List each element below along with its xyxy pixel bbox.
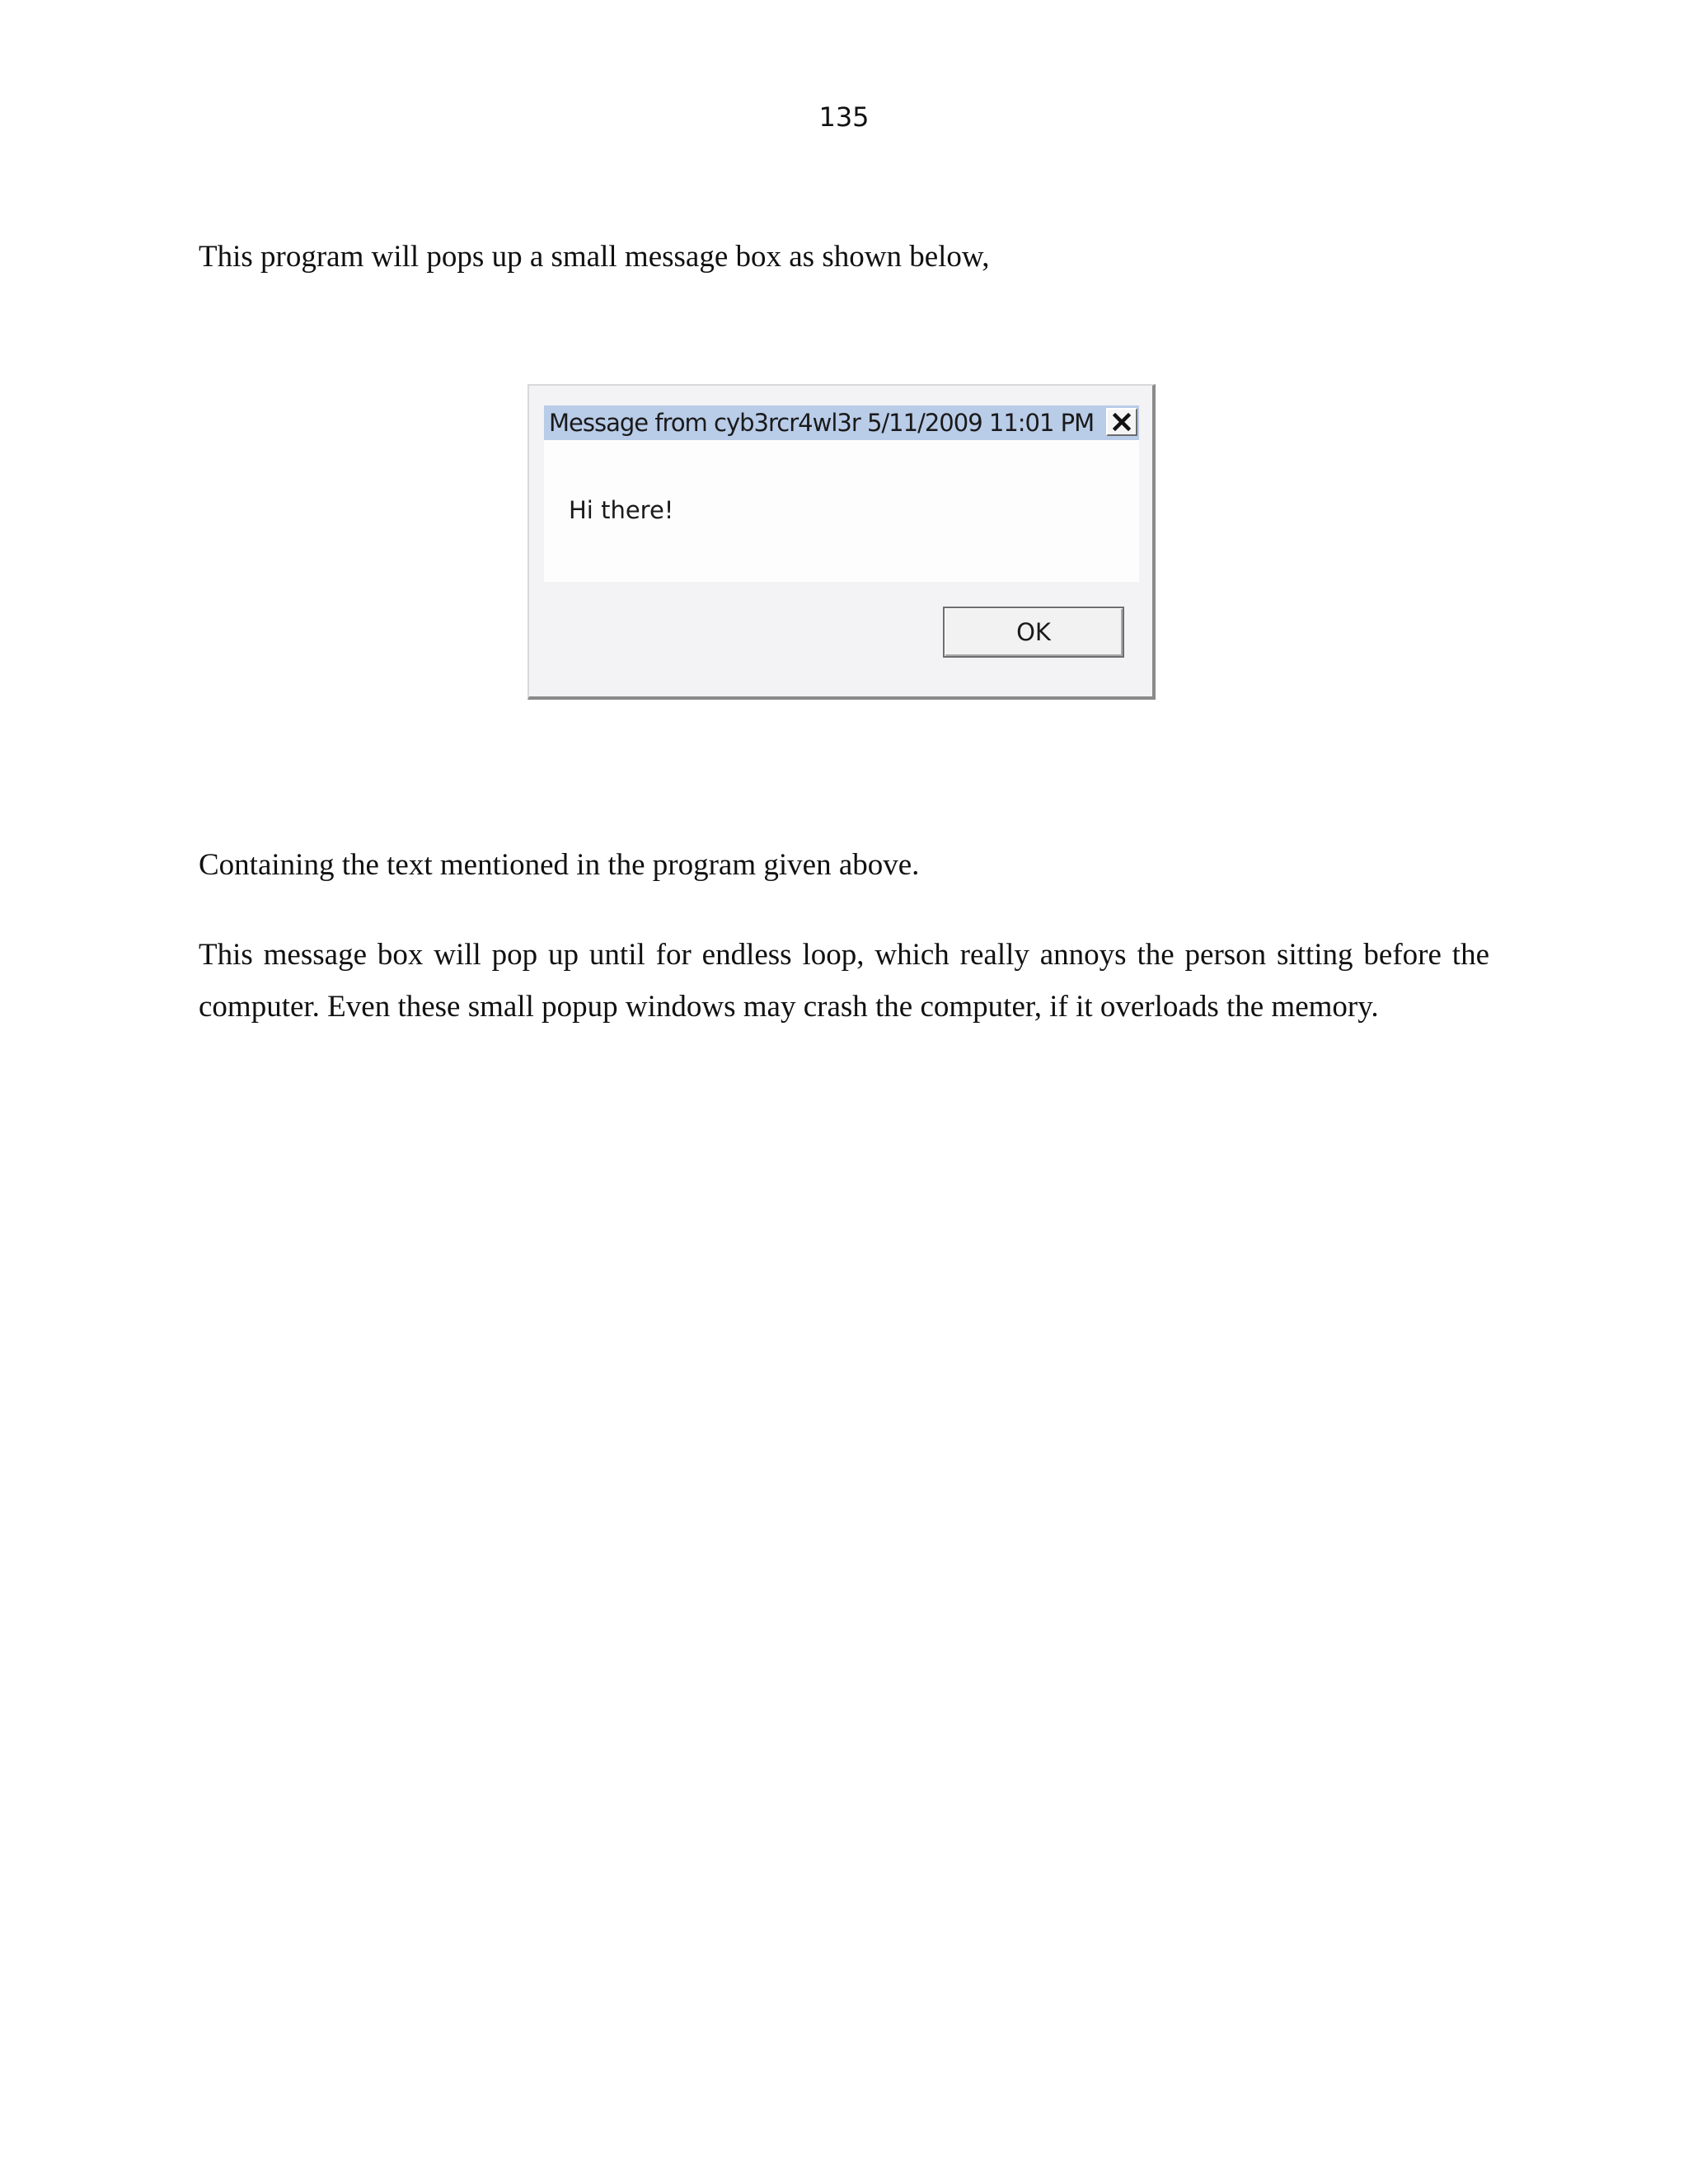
- close-button[interactable]: [1106, 408, 1137, 436]
- loop-paragraph: This message box will pop up until for endless loop, which really annoys the person sitting before the computer. Even these small popup windows may crash the computer, if it overloads the memory.: [199, 938, 1489, 1024]
- ok-button[interactable]: OK: [943, 607, 1124, 658]
- intro-paragraph: This program will pops up a small message box as shown below,: [199, 240, 990, 274]
- containing-paragraph: Containing the text mentioned in the program given above.: [199, 848, 920, 882]
- dialog-titlebar[interactable]: [544, 405, 1139, 440]
- message-box-dialog: [528, 384, 1156, 700]
- close-icon: [1113, 413, 1131, 431]
- page-number: 135: [818, 101, 870, 133]
- dialog-message: Hi there!: [569, 496, 674, 524]
- dialog-content: [544, 440, 1139, 582]
- dialog-title: Message from cyb3rcr4wl3r 5/11/2009 11:01 PM: [549, 409, 1095, 437]
